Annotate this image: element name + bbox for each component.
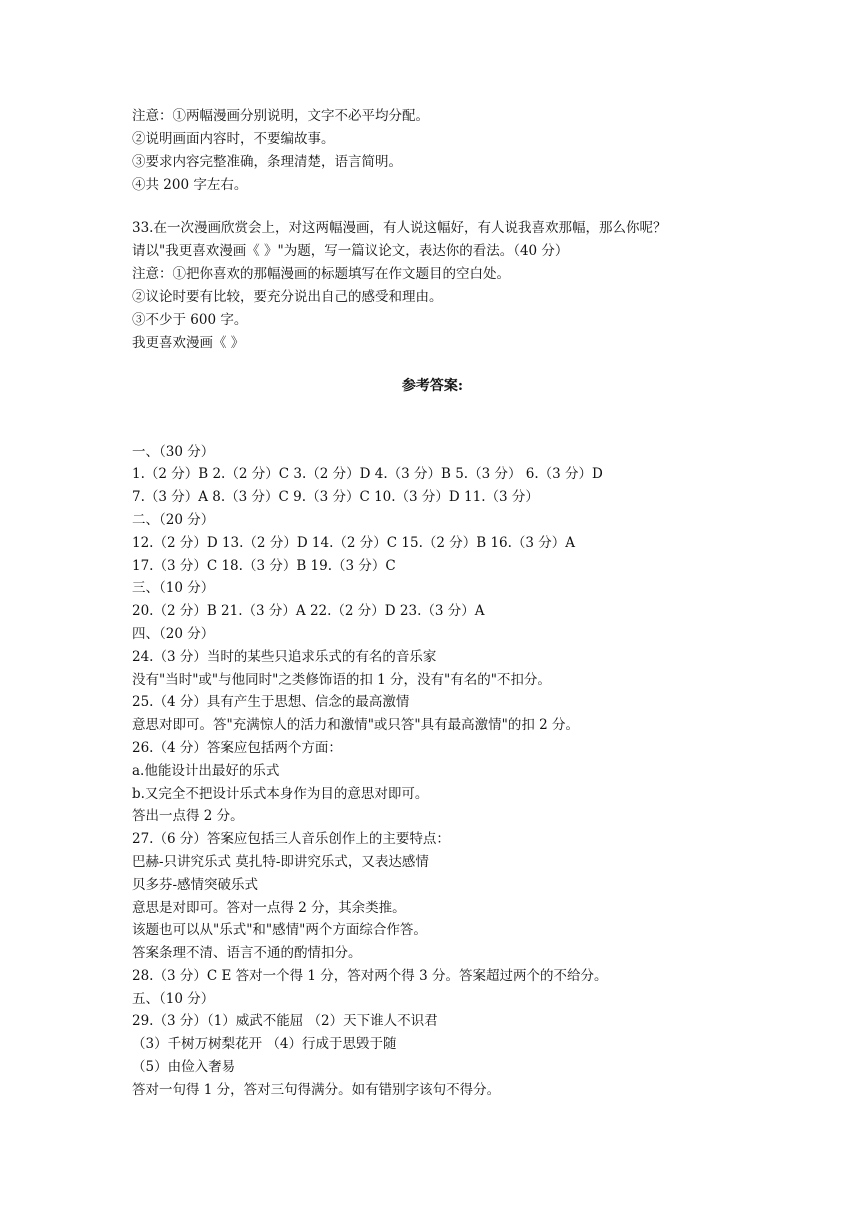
answer-line: 24.（3 分）当时的某些只追求乐式的有名的音乐家: [132, 649, 437, 665]
answer-line: 答出一点得 2 分。: [132, 808, 244, 824]
answer-line: 1.（2 分）B 2.（2 分）C 3.（2 分）D 4.（3 分）B 5.（3 分） 6.（3 分）D: [132, 466, 603, 482]
note-line: 注意：①两幅漫画分别说明，文字不必平均分配。: [132, 108, 429, 124]
answer-line: 三、（10 分）: [132, 580, 215, 596]
note-line: ④共 200 字左右。: [132, 177, 248, 193]
note-line: ②说明画面内容时，不要编故事。: [132, 131, 335, 147]
answer-line: 巴赫-只讲究乐式 莫扎特-即讲究乐式，又表达感情: [132, 854, 429, 870]
question-33-line: 请以"我更喜欢漫画《 》"为题，写一篇议论文，表达你的看法。（40 分）: [132, 243, 569, 259]
answer-line: 7.（3 分）A 8.（3 分）C 9.（3 分）C 10.（3 分）D 11.（3 分）: [132, 489, 539, 505]
answer-line: 一、（30 分）: [132, 444, 215, 460]
question-33-line: ③不少于 600 字。: [132, 312, 248, 328]
answer-line: a.他能设计出最好的乐式: [132, 763, 280, 779]
answer-line: 意思是对即可。答对一点得 2 分，其余类推。: [132, 900, 406, 916]
answer-line: 25.（4 分）具有产生于思想、信念的最高激情: [132, 694, 410, 710]
answer-line: 28.（3 分）C E 答对一个得 1 分，答对两个得 3 分。答案超过两个的不给分。: [132, 968, 608, 984]
question-33-line: 33.在一次漫画欣赏会上，对这两幅漫画，有人说这幅好，有人说我喜欢那幅，那么你呢？: [132, 220, 667, 236]
note-line: ③要求内容完整准确，条理清楚，语言简明。: [132, 154, 402, 170]
answer-line: 意思对即可。答"充满惊人的活力和激情"或只答"具有最高激情"的扣 2 分。: [132, 717, 580, 733]
answer-line: 27.（6 分）答案应包括三人音乐创作上的主要特点：: [132, 831, 450, 847]
answer-line: 没有"当时"或"与他同时"之类修饰语的扣 1 分，没有"有名的"不扣分。: [132, 672, 551, 688]
answer-line: 该题也可以从"乐式"和"感情"两个方面综合作答。: [132, 922, 427, 938]
answer-line: b.又完全不把设计乐式本身作为目的意思对即可。: [132, 786, 429, 802]
answer-line: 17.（3 分）C 18.（3 分）B 19.（3 分）C: [132, 558, 396, 574]
answer-line: 答对一句得 1 分，答对三句得满分。如有错别字该句不得分。: [132, 1082, 501, 1098]
answer-line: 贝多芬-感情突破乐式: [132, 877, 259, 893]
answer-line: 二、（20 分）: [132, 512, 215, 528]
essay-title-line: 我更喜欢漫画《 》: [132, 335, 245, 351]
answer-line: （5）由俭入奢易: [132, 1059, 236, 1075]
answer-line: 29.（3 分）（1）威武不能屈 （2）天下谁人不识君: [132, 1013, 438, 1029]
answer-line: 五、（10 分）: [132, 991, 215, 1007]
answer-line: 四、（20 分）: [132, 626, 215, 642]
question-33-line: ②议论时要有比较，要充分说出自己的感受和理由。: [132, 289, 443, 305]
answer-line: 20.（2 分）B 21.（3 分）A 22.（2 分）D 23.（3 分）A: [132, 603, 485, 619]
answers-heading: 参考答案:: [401, 378, 464, 394]
answer-line: 答案条理不清、语言不通的酌情扣分。: [132, 945, 362, 961]
answer-line: 12.（2 分）D 13.（2 分）D 14.（2 分）C 15.（2 分）B 16.（3 分）A: [132, 535, 576, 551]
answer-line: 26.（4 分）答案应包括两个方面：: [132, 740, 342, 756]
answer-line: （3）千树万树梨花开 （4）行成于思毁于随: [132, 1036, 397, 1052]
question-33-line: 注意：①把你喜欢的那幅漫画的标题填写在作文题目的空白处。: [132, 266, 510, 282]
